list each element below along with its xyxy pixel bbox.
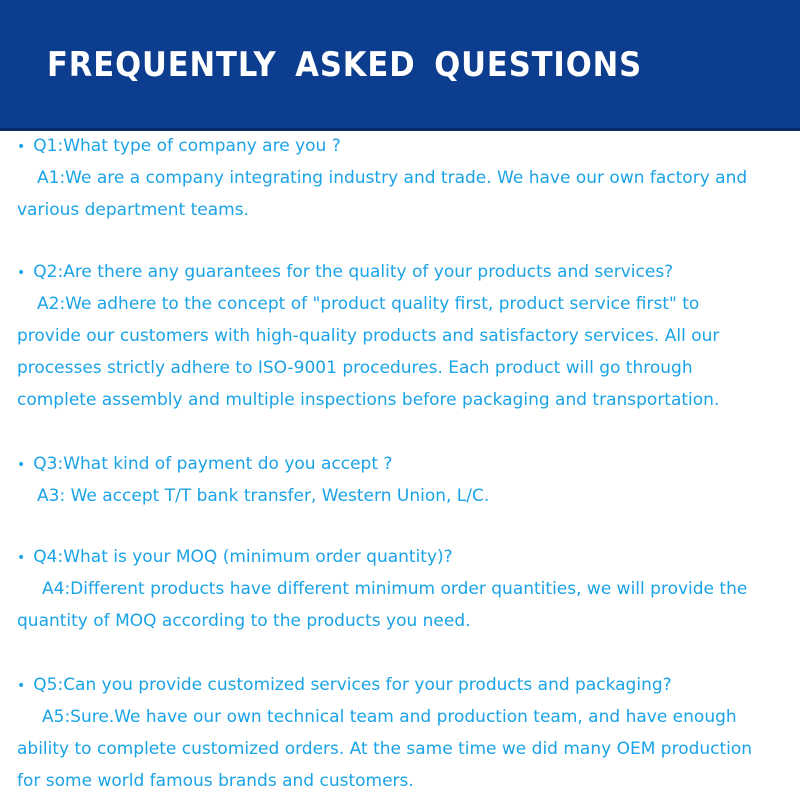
faq-question-5 (17, 673, 672, 698)
faq-answer-2-line-3: processes strictly adhere to ISO-9001 procedures. Each product will go through (17, 358, 693, 378)
bullet-icon: • (17, 457, 26, 473)
faq-answer-2-line-1: A2:We adhere to the concept of "product quality first, product service first" to (37, 294, 700, 314)
faq-answer-4-line-1: A4:Different products have different minimum order quantities, we will provide the (42, 579, 748, 599)
faq-answer-5-line-2: ability to complete customized orders. At the same time we did many OEM production (17, 739, 753, 759)
faq-answer-4-line-2: quantity of MOQ according to the products you need. (17, 611, 471, 631)
page-title: FREQUENTLY ASKED QUESTIONS (47, 45, 643, 85)
faq-question-4 (17, 545, 453, 570)
faq-answer-2-line-4: complete assembly and multiple inspections before packaging and transportation. (17, 390, 720, 410)
bullet-icon: • (17, 139, 26, 155)
faq-question-2 (17, 260, 673, 285)
faq-answer-1-line-1: A1:We are a company integrating industry and trade. We have our own factory and (37, 168, 748, 188)
faq-question-3 (17, 452, 392, 477)
faq-question-1 (17, 134, 341, 159)
faq-answer-2-line-2: provide our customers with high-quality products and satisfactory services. All our (17, 326, 720, 346)
faq-answer-1-line-2: various department teams. (17, 200, 249, 220)
faq-question-text: Q1:What type of company are you ? (33, 136, 341, 156)
faq-answer-3-line-1: A3: We accept T/T bank transfer, Western Union, L/C. (37, 486, 490, 506)
bullet-icon: • (17, 678, 26, 694)
faq-answer-5-line-1: A5:Sure.We have our own technical team and production team, and have enough (42, 707, 737, 727)
faq-question-text: Q5:Can you provide customized services for your products and packaging? (33, 675, 672, 695)
bullet-icon: • (17, 265, 26, 281)
faq-question-text: Q3:What kind of payment do you accept ? (33, 454, 393, 474)
faq-answer-5-line-3: for some world famous brands and customers. (17, 771, 414, 791)
faq-question-text: Q4:What is your MOQ (minimum order quantity)? (33, 547, 453, 567)
faq-question-text: Q2:Are there any guarantees for the quality of your products and services? (33, 262, 674, 282)
bullet-icon: • (17, 550, 26, 566)
